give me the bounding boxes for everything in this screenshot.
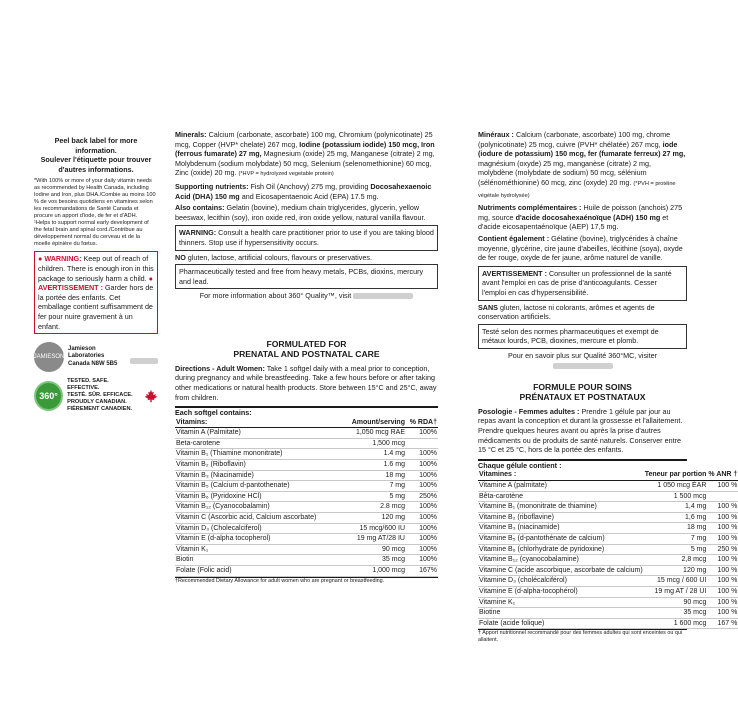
table-row	[175, 502, 438, 513]
vitamin-amount: 19 mg AT / 28 UI	[644, 586, 708, 597]
vitamin-amount: 19 mg AT/28 IU	[341, 534, 406, 545]
no-label-en: NO	[175, 252, 186, 262]
supporting-text-2-en: and Eicosapentaenoic Acid (EPA) 17.5 mg.	[241, 191, 379, 201]
table-row	[175, 438, 438, 449]
warning-dot-icon: ●	[38, 254, 43, 264]
minerals-text-2-fr: magnésium (oxyde) 25 mg, manganèse (citrate) 2 mg, molybdène (molybdate de sodium) 50 mcg, sélénium (sélénométhionine) 60 mcg, zinc (oxyde) 20 mg.	[478, 158, 651, 187]
minerals-note-en: (*HVP = hydrolyzed vegetable protein)	[238, 171, 334, 178]
vitamin-rda: 100%	[406, 428, 438, 439]
table-header-row-fr	[478, 470, 738, 480]
vitamins-table-en	[175, 418, 438, 577]
vitamin-rda: 100 %	[707, 576, 738, 587]
more-info-en	[175, 291, 438, 301]
minerals-en	[175, 130, 438, 180]
vitamin-amount: 120 mg	[644, 565, 708, 576]
consult-label-fr: AVERTISSEMENT :	[482, 268, 547, 278]
company-name: Jamieson Laboratories	[68, 345, 105, 360]
supporting-text-1-en: Fish Oil (Anchovy) 275 mg, providing	[250, 181, 369, 191]
vitamin-rda: 100%	[406, 513, 438, 524]
consult-label-en: WARNING:	[179, 228, 217, 238]
left-panel	[34, 136, 158, 413]
tested-line-1: TESTED. SAFE. EFFECTIVE.	[67, 378, 109, 392]
peel-back-en: Peel back label for more information.	[54, 136, 138, 155]
vitamin-amount: 1 600 mcg	[644, 618, 708, 629]
pharma-tested-box-fr	[478, 324, 687, 349]
table-row	[175, 534, 438, 545]
table-row	[175, 460, 438, 471]
table-row	[175, 428, 438, 439]
vitamin-amount: 1 500 mcg	[644, 491, 708, 502]
more-info-fr	[478, 351, 687, 370]
vitamin-amount: 35 mcg	[644, 608, 708, 619]
no-text-fr: gluten, lactose ni colorants, arômes et agents de conservation artificiels.	[478, 302, 655, 322]
vitamin-amount: 1,6 mg	[644, 512, 708, 523]
vitamin-amount: 1,500 mcg	[341, 438, 406, 449]
star-note-1: *With 100% or more of your daily vitamin needs as recommended by Health Canada, including Iodine and Iron, plus DHA./Combie au moins 100 % de vos besoins quotidiens en vitamines selon les recommandations de Santé Canada et procure un apport d'iode, de fer et d'ADH.	[34, 178, 156, 220]
vitamin-rda: 100 %	[707, 586, 738, 597]
col-amount-en: Amount/serving	[341, 418, 406, 428]
vitamin-amount: 1,050 mcg RAE	[341, 428, 406, 439]
also-label-en: Also contains:	[175, 203, 225, 213]
vitamin-name: Vitamine D₃ (cholécalciférol)	[478, 576, 644, 587]
minerals-bold-fr: iode (iodure de potassium) 150 mcg, fer (fumarate ferreux) 27 mg,	[478, 139, 686, 159]
more-info-text-en: For more information about 360° Quality™, visit	[199, 291, 352, 301]
formulated-title-2-en: PRENATAL AND POSTNATAL CARE	[233, 349, 380, 360]
vitamin-rda: 250 %	[707, 544, 738, 555]
footnote-en: †Recommended Dietary Allowance for adult women who are pregnant or breastfeeding.	[175, 577, 438, 585]
avert-text: Garder hors de la portée des enfants. Cet emballage contient suffisamment de fer pour nuire gravement à un enfant.	[38, 283, 154, 331]
directions-label-fr: Posologie - Femmes adultes :	[478, 406, 580, 416]
tested-line-4: FIÈREMENT CANADIEN.	[67, 406, 133, 413]
vitamin-name: Vitamin D₃ (Cholecalciferol)	[175, 523, 341, 534]
vitamin-amount: 1.4 mg	[341, 449, 406, 460]
table-row	[478, 586, 738, 597]
table-row	[175, 513, 438, 524]
table-row	[478, 512, 738, 523]
vitamin-amount: 35 mcg	[341, 555, 406, 566]
jamieson-logo-icon: JAMIESON	[34, 342, 64, 372]
vitamin-amount: 120 mg	[341, 513, 406, 524]
redacted-url-en	[353, 293, 413, 299]
vitamin-name: Bêta-carotène	[478, 491, 644, 502]
vitamin-amount: 2.8 mcg	[341, 502, 406, 513]
vitamin-amount: 15 mcg/600 IU	[341, 523, 406, 534]
vitamin-name: Vitamin B₅ (Calcium d-pantothenate)	[175, 481, 341, 492]
company-location: Canada N8W 5B5	[68, 360, 118, 367]
nutrition-table-fr	[478, 459, 738, 645]
table-row	[175, 544, 438, 555]
no-additives-fr	[478, 303, 687, 322]
vitamin-amount: 18 mg	[341, 470, 406, 481]
directions-label-en: Directions - Adult Women:	[175, 363, 265, 373]
vitamin-name: Vitamin K₁	[175, 544, 341, 555]
tested-line-2: TESTÉ. SÛR. EFFICACE.	[67, 392, 133, 399]
vitamin-rda: 100%	[406, 555, 438, 566]
table-title-en: Each softgel contains:	[175, 408, 252, 418]
vitamin-name: Vitamin B₁ (Thiamine mononitrate)	[175, 449, 341, 460]
vitamin-name: Biotin	[175, 555, 341, 566]
no-text-en: gluten, lactose, artificial colours, flavours or preservatives.	[187, 252, 372, 262]
table-row	[478, 544, 738, 555]
vitamin-name: Vitamin A (Palmitate)	[175, 428, 341, 439]
col-rda-fr: % ANR †	[707, 470, 738, 480]
table-row	[478, 576, 738, 587]
minerals-label-fr: Minéraux :	[478, 130, 514, 139]
table-row	[175, 470, 438, 481]
vitamin-rda: 167 %	[707, 618, 738, 629]
consult-warning-box-en	[175, 225, 438, 250]
directions-en	[175, 364, 438, 402]
iron-warning-box	[34, 251, 158, 334]
pharma-tested-text-fr: Testé selon des normes pharmaceutiques et exempt de métaux lourds, PCB, dioxines, mercure et plomb.	[482, 326, 659, 346]
supporting-bold-en: Docosahexaenoic Acid (DHA) 150 mg	[175, 181, 432, 201]
minerals-fr	[478, 130, 687, 201]
vitamin-name: Vitamine B₆ (chlorhydrate de pyridoxine)	[478, 544, 644, 555]
vitamin-name: Vitamin B₂ (Riboflavin)	[175, 460, 341, 471]
vitamin-rda: 100%	[406, 470, 438, 481]
vitamin-name: Beta-carotene	[175, 438, 341, 449]
supporting-en	[175, 182, 438, 201]
directions-fr	[478, 407, 687, 455]
minerals-text-1-en: Calcium (carbonate, ascorbate) 100 mg, Chromium (polynicotinate) 25 mcg, Copper (HVP* chelate) 267 mcg,	[175, 130, 433, 149]
table-row	[478, 555, 738, 566]
peel-back-fr: Soulever l'étiquette pour trouver d'autres informations.	[40, 155, 152, 174]
vitamin-amount: 1,4 mg	[644, 502, 708, 513]
vitamin-name: Vitamine C (acide ascorbique, ascorbate de calcium)	[478, 565, 644, 576]
french-panel	[478, 130, 738, 644]
footnote-fr: † Apport nutritionnel recommandé pour des femmes adultes qui sont enceintes ou qui allaitent.	[478, 629, 687, 644]
vitamin-amount: 1,000 mcg	[341, 566, 406, 577]
vitamin-name: Vitamine E (d-alpha-tocophérol)	[478, 586, 644, 597]
vitamin-rda: 100 %	[707, 565, 738, 576]
consult-text-fr: Consulter un professionnel de la santé avant l'emploi en cas de prise d'anticoagulants. Cesser l'emploi en cas d'hypersensibilité.	[482, 268, 672, 297]
table-row	[175, 566, 438, 577]
vitamin-amount: 18 mg	[644, 523, 708, 534]
vitamin-rda: 100 %	[707, 512, 738, 523]
more-info-text-fr: Pour en savoir plus sur Qualité 360°MC, visiter	[507, 350, 658, 360]
table-title-fr: Chaque gélule contient :	[478, 460, 562, 470]
formulated-title-1-en: FORMULATED FOR	[266, 338, 347, 349]
supporting-label-fr: Nutriments complémentaires :	[478, 203, 582, 213]
table-row	[175, 523, 438, 534]
table-row	[478, 502, 738, 513]
vitamin-amount: 5 mg	[644, 544, 708, 555]
quality-badge-block	[34, 378, 158, 413]
formulated-title-2-fr: PRÉNATAUX ET POSTNATAUX	[519, 392, 646, 403]
vitamin-rda: 100%	[406, 449, 438, 460]
vitamin-rda: 100%	[406, 460, 438, 471]
also-text-fr: Gélatine (bovine), triglycérides à chaîne moyenne, glycérine, cire jaune d'abeilles, lécithine (soya), oxyde de fer rouge, oxyde de fer jaune, arôme naturel de vanille.	[478, 233, 683, 263]
also-label-fr: Contient également :	[478, 233, 550, 243]
vitamin-rda: 100 %	[707, 534, 738, 545]
vitamin-name: Vitamine A (palmitate)	[478, 481, 644, 492]
vitamin-rda: 100%	[406, 481, 438, 492]
table-row	[478, 481, 738, 492]
pharma-tested-text-en: Pharmaceutically tested and free from heavy metals, PCBs, dioxins, mercury and lead.	[179, 267, 424, 286]
vitamin-amount: 2,8 mcg	[644, 555, 708, 566]
vitamin-rda: 250%	[406, 491, 438, 502]
maple-leaf-icon	[144, 389, 158, 403]
supporting-bold-fr: d'acide docosahexaénoïque (ADH) 150 mg	[515, 212, 661, 222]
minerals-note-fr: (*PVH = protéine végétale hydrolysée)	[478, 180, 676, 199]
vitamin-amount: 1.6 mg	[341, 460, 406, 471]
vitamin-name: Vitamin B₃ (Niacinamide)	[175, 470, 341, 481]
vitamins-table-fr	[478, 470, 738, 629]
table-header-row-en	[175, 418, 438, 428]
english-panel	[175, 130, 438, 585]
vitamin-amount: 7 mg	[341, 481, 406, 492]
table-row	[478, 534, 738, 545]
vitamin-rda: 100 %	[707, 481, 738, 492]
vitamin-name: Vitamine B₂ (riboflavine)	[478, 512, 644, 523]
redacted-bar	[130, 358, 158, 364]
vitamin-name: Vitamine B₁ (mononitrate de thiamine)	[478, 502, 644, 513]
vitamin-amount: 90 mcg	[644, 597, 708, 608]
vitamin-name: Vitamine B₃ (niacinamide)	[478, 523, 644, 534]
vitamin-name: Folate (Folic acid)	[175, 566, 341, 577]
directions-text-fr: Prendre 1 gélule par jour au repas avant la conception et durant la grossesse et l'allaitement. Prendre quelques heures avant ou après la prise d'autres médicaments ou de produits de santé naturels. Conserver entre 15 °C et 25 °C, hors de la portée des enfants.	[478, 406, 683, 455]
vitamin-rda: 100 %	[707, 555, 738, 566]
also-text-en: Gelatin (bovine), medium chain triglycerides, glycerin, yellow beeswax, lecithin (soy), iron oxide red, iron oxide yellow, natural vanilla flavour.	[175, 203, 426, 222]
pharma-tested-box-en	[175, 264, 438, 289]
vitamin-name: Vitamine K₁	[478, 597, 644, 608]
star-note-2: ¹Helps to support normal early development of the fetal brain and spinal cord./Contribue au développement normal du cerveau et de la moelle épinière du fœtus.	[34, 220, 149, 248]
avert-label: AVERTISSEMENT :	[38, 283, 103, 293]
table-row	[478, 565, 738, 576]
company-block	[34, 342, 158, 372]
table-row	[478, 618, 738, 629]
vitamin-name: Vitamine B₅ (d-pantothénate de calcium)	[478, 534, 644, 545]
table-row	[478, 523, 738, 534]
table-row	[478, 491, 738, 502]
table-row	[175, 491, 438, 502]
minerals-label-en: Minerals:	[175, 130, 207, 139]
vitamin-rda: 100%	[406, 502, 438, 513]
vitamin-rda: 100%	[406, 544, 438, 555]
supporting-fr	[478, 203, 687, 232]
vitamin-amount: 7 mg	[644, 534, 708, 545]
minerals-text-1-fr: Calcium (carbonate, ascorbate) 100 mg, chrome (polynicotinate) 25 mcg, cuivre (PVH* chélatée) 267 mcg,	[478, 130, 671, 149]
supporting-label-en: Supporting nutrients:	[175, 181, 249, 191]
vitamin-rda: 100 %	[707, 597, 738, 608]
vitamin-name: Vitamin C (Ascorbic acid, Calcium ascorbate)	[175, 513, 341, 524]
vitamin-rda: 100 %	[707, 523, 738, 534]
vitamin-rda: 167%	[406, 566, 438, 577]
vitamin-amount: 15 mcg / 600 UI	[644, 576, 708, 587]
warning-dot-icon-fr: ●	[148, 273, 154, 283]
consult-text-en: Consult a health care practitioner prior to use if you are taking blood thinners. Stop use if hypersensitivity occurs.	[179, 228, 434, 247]
vitamin-rda: 100 %	[707, 502, 738, 513]
vitamin-name: Folate (acide folique)	[478, 618, 644, 629]
no-label-fr: SANS	[478, 302, 498, 312]
vitamin-rda: 100%	[406, 523, 438, 534]
vitamin-name: Vitamin B₁₂ (Cyanocobalamin)	[175, 502, 341, 513]
consult-warning-box-fr	[478, 266, 687, 301]
table-row	[175, 481, 438, 492]
also-contains-en	[175, 203, 438, 222]
supporting-text-2-fr: et d'acide eicosapentaénoïque (AEP) 17,5 mg.	[478, 212, 669, 232]
vitamin-rda: 100%	[406, 534, 438, 545]
vitamin-name: Vitamin B₆ (Pyridoxine HCl)	[175, 491, 341, 502]
warning-label: WARNING:	[44, 254, 82, 264]
col-rda-en: % RDA†	[406, 418, 438, 428]
vitamin-rda	[406, 438, 438, 449]
redacted-url-fr	[553, 363, 613, 369]
also-contains-fr	[478, 234, 687, 263]
warning-text: Keep out of reach of children. There is enough iron in this package to seriously harm a child.	[38, 254, 154, 283]
supporting-text-1-fr: Huile de poisson (anchois) 275 mg, source	[478, 203, 683, 222]
vitamin-name: Vitamine B₁₂ (cyanocobalamine)	[478, 555, 644, 566]
table-row	[478, 597, 738, 608]
vitamin-name: Vitamin E (d-alpha tocopherol)	[175, 534, 341, 545]
table-row	[175, 449, 438, 460]
vitamin-amount: 5 mg	[341, 491, 406, 502]
table-row	[175, 555, 438, 566]
minerals-bold-en: Iodine (potassium iodide) 150 mcg, Iron (ferrous fumarate) 27 mg,	[175, 139, 435, 159]
table-row	[478, 608, 738, 619]
col-amount-fr: Teneur par portion	[644, 470, 708, 480]
formulated-title-1-fr: FORMULE POUR SOINS	[533, 382, 632, 393]
minerals-text-2-en: Magnesium (oxide) 25 mg, Manganese (citrate) 2 mg, Molybdenum (sodium molybdate) 50 mcg, Selenium (selenomethionine) 60 mcg, Zinc (oxide) 20 mg.	[175, 149, 435, 178]
col-vitamins-en: Vitamins:	[175, 418, 341, 428]
col-vitamins-fr: Vitamines :	[478, 470, 644, 480]
directions-text-en: Take 1 softgel daily with a meal prior to conception, during pregnancy and while breastfeeding. Take a few hours before or after taking other medications or natural health products. Store between 15°C and 25°C, away from children.	[175, 363, 437, 402]
vitamin-name: Biotine	[478, 608, 644, 619]
vitamin-amount: 90 mcg	[341, 544, 406, 555]
quality-360-badge-icon: 360°	[34, 381, 63, 411]
vitamin-rda: 100 %	[707, 608, 738, 619]
vitamin-amount: 1 050 mcg ÉAR	[644, 481, 708, 492]
no-additives-en	[175, 253, 438, 263]
vitamin-rda	[707, 491, 738, 502]
tested-line-3: PROUDLY CANADIAN.	[67, 399, 127, 406]
nutrition-table-en	[175, 406, 438, 585]
